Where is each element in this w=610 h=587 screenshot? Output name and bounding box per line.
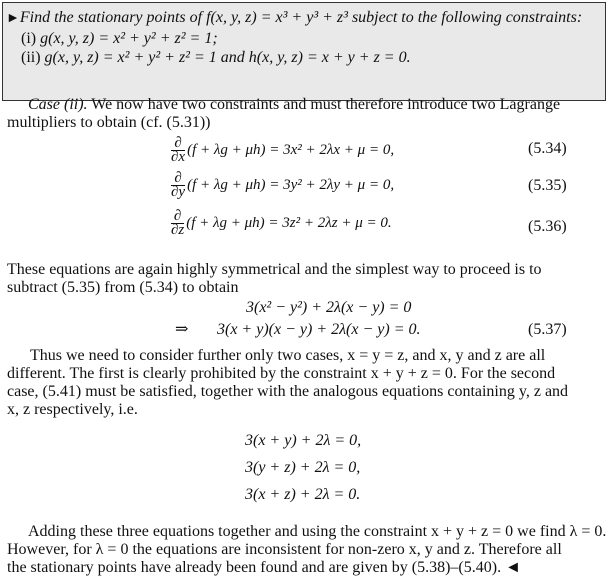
- constraint-i-text: g(x, y, z) = x² + y² + z² = 1;: [40, 30, 218, 47]
- para1-text: We now have two constraints and must therefore introduce two Lagrange: [87, 96, 561, 113]
- partial-fraction: $\frac{\partial}{\partial y}$: [171, 170, 186, 200]
- constraint-i: [21, 30, 218, 48]
- para4-line2: However, for λ = 0 the equations are inconsistent for non-zero x, y and z. Therefore all: [7, 541, 562, 558]
- equation-5-37-line2: 3(x + y)(x − y) + 2λ(x − y) = 0.: [217, 321, 421, 338]
- system-equation-3: 3(x + z) + 2λ = 0.: [245, 486, 361, 503]
- problem-statement: [6, 9, 582, 28]
- problem-tail: subject to the following constraints:: [347, 9, 583, 26]
- para3-line1: Thus we need to consider further only two cases, x = y = z, and x, y and z are all: [30, 347, 546, 364]
- equation-5-37-line1: 3(x² − y²) + 2λ(x − y) = 0: [246, 299, 412, 316]
- partial-fraction: $\frac{\partial}{\partial x}$: [171, 135, 186, 165]
- constraint-ii-g: g(x, y, z) = x² + y² + z² = 1: [44, 49, 217, 66]
- implies-arrow-icon: ⇒: [175, 321, 189, 338]
- equation-number: (5.34): [528, 140, 567, 157]
- equation-5-34: [171, 137, 394, 164]
- para3-line4: x, z respectively, i.e.: [7, 401, 138, 418]
- para3-line3: case, (5.41) must be satisfied, together with the analogous equations containing y, z and: [7, 383, 569, 400]
- system-equation-1: 3(x + y) + 2λ = 0,: [245, 432, 362, 449]
- equation-5-35: [171, 172, 394, 199]
- equation-number: (5.35): [528, 177, 567, 194]
- constraint-ii: [21, 49, 411, 67]
- constraint-ii-h: h(x, y, z) = x + y + z = 0.: [248, 49, 411, 66]
- constraint-ii-number: (ii): [21, 49, 41, 66]
- para3-line2: different. The first is clearly prohibited by the constraint x + y + z = 0. For the second: [7, 365, 556, 382]
- problem-lead: Find the stationary points of: [19, 9, 207, 26]
- problem-function: f(x, y, z) = x³ + y³ + z³: [206, 9, 348, 26]
- para1-line2: multipliers to obtain (cf. (5.31)): [7, 114, 211, 131]
- equation-number: (5.37): [528, 321, 567, 338]
- constraint-i-number: (i): [21, 30, 37, 47]
- equation-expression: (f + λg + μh) = 3z² + 2λz + μ = 0.: [186, 214, 392, 231]
- para4-line3: the stationary points have already been found and are given by (5.38)–(5.40). ◄: [7, 559, 521, 576]
- triangle-marker-icon: ►: [6, 11, 20, 26]
- partial-fraction: $\frac{\partial}{\partial z}$: [171, 208, 185, 238]
- constraint-ii-and: and: [216, 49, 249, 66]
- system-equation-2: 3(y + z) + 2λ = 0,: [245, 459, 361, 476]
- equation-expression: (f + λg + μh) = 3y² + 2λy + μ = 0,: [187, 176, 395, 193]
- equation-expression: (f + λg + μh) = 3x² + 2λx + μ = 0,: [187, 141, 395, 158]
- problem-box: [2, 2, 606, 101]
- para4-line1: Adding these three equations together and using the constraint x + y + z = 0 we find λ = 0.: [28, 523, 607, 540]
- equation-number: (5.36): [528, 218, 567, 235]
- case-label: Case (ii).: [28, 96, 88, 113]
- equation-5-36: [171, 210, 392, 237]
- para2-line2: subtract (5.35) from (5.34) to obtain: [7, 279, 239, 296]
- para2-line1: These equations are again highly symmetrical and the simplest way to proceed is to: [7, 261, 542, 278]
- para1-line1: [28, 96, 560, 114]
